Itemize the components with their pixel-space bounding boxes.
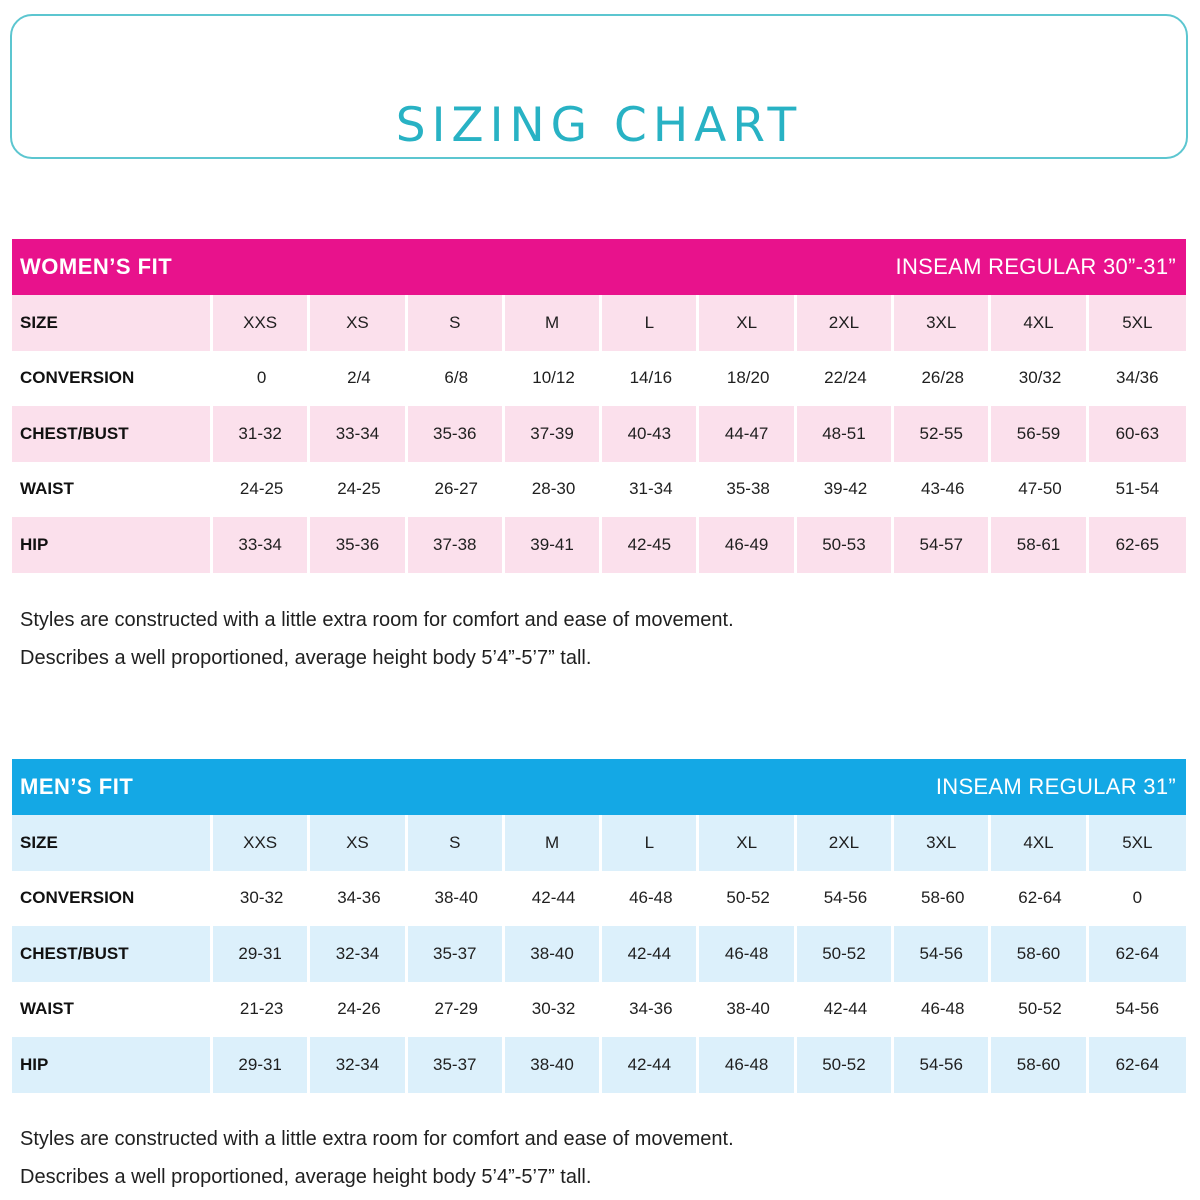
table-cell: 42-44: [602, 1037, 699, 1093]
table-cell: 46-48: [920, 999, 965, 1019]
table-cell: 52-55: [894, 406, 991, 462]
table-cell: 32-34: [310, 1037, 407, 1093]
table-cell: 6/8: [444, 368, 469, 388]
table-cell: 46-48: [699, 1037, 796, 1093]
table-cell: 37-38: [408, 517, 505, 573]
table-cell: 38-40: [505, 926, 602, 982]
table-cell: 35-37: [408, 926, 505, 982]
table-cell: 51-54: [1115, 479, 1160, 499]
table-cell: 37-39: [505, 406, 602, 462]
table-cell: 50-52: [726, 888, 770, 908]
table-cell: 30/32: [1018, 368, 1062, 388]
table-cell: XL: [699, 815, 796, 871]
table-cell: 38-40: [726, 999, 770, 1019]
table-cell: 58-60: [920, 888, 965, 908]
table-cell: 50-53: [797, 517, 894, 573]
table-cell: 54-56: [894, 926, 991, 982]
mens-notes: [20, 1121, 734, 1196]
table-cell: 10/12: [532, 368, 575, 388]
table-cell: 54-57: [894, 517, 991, 573]
row-label: WAIST: [20, 999, 74, 1019]
page-title: SIZING CHART: [395, 98, 803, 153]
table-cell: 33-34: [213, 517, 310, 573]
row-label: HIP: [12, 1037, 213, 1093]
table-cell: M: [505, 295, 602, 351]
womens-size-table: [12, 295, 1186, 573]
table-cell: 62-64: [1018, 888, 1062, 908]
table-cell: 35-38: [726, 479, 770, 499]
table-cell: 30-32: [239, 888, 284, 908]
table-cell: 38-40: [434, 888, 478, 908]
table-cell: M: [505, 815, 602, 871]
mens-note-comfort: Styles are constructed with a little extra room for comfort and ease of movement.: [20, 1128, 734, 1150]
table-cell: 42-44: [602, 926, 699, 982]
table-cell: XXS: [213, 815, 310, 871]
table-cell: 35-36: [310, 517, 407, 573]
table-cell: 29-31: [213, 1037, 310, 1093]
row-label: HIP: [12, 517, 213, 573]
table-cell: 42-45: [602, 517, 699, 573]
table-cell: 54-56: [1115, 999, 1160, 1019]
table-cell: 28-30: [531, 479, 576, 499]
table-cell: XS: [310, 815, 407, 871]
table-cell: 26-27: [434, 479, 478, 499]
table-cell: 60-63: [1089, 406, 1186, 462]
table-cell: 2XL: [797, 815, 894, 871]
table-cell: 58-60: [991, 926, 1088, 982]
row-label: SIZE: [12, 815, 213, 871]
womens-fit-header: [12, 239, 1186, 295]
table-cell: 46-48: [699, 926, 796, 982]
table-cell: 46-49: [699, 517, 796, 573]
table-cell: L: [602, 295, 699, 351]
womens-fit-section: [12, 239, 1186, 573]
table-cell: XS: [310, 295, 407, 351]
table-cell: 33-34: [310, 406, 407, 462]
table-cell: S: [408, 815, 505, 871]
womens-note-comfort: Styles are constructed with a little extra room for comfort and ease of movement.: [20, 609, 734, 631]
womens-note-body: Describes a well proportioned, average height body 5’4”-5’7” tall.: [20, 646, 592, 669]
table-cell: 40-43: [602, 406, 699, 462]
table-cell: 34-36: [629, 999, 673, 1019]
table-cell: XL: [699, 295, 796, 351]
table-cell: 54-56: [823, 888, 868, 908]
table-cell: 35-36: [408, 406, 505, 462]
table-cell: 24-25: [337, 479, 381, 499]
table-cell: 54-56: [894, 1037, 991, 1093]
table-cell: 35-37: [408, 1037, 505, 1093]
table-cell: S: [408, 295, 505, 351]
table-cell: 3XL: [894, 295, 991, 351]
table-cell: 4XL: [991, 815, 1088, 871]
table-cell: 48-51: [797, 406, 894, 462]
table-cell: 2/4: [347, 368, 371, 388]
mens-fit-section: [12, 759, 1186, 1093]
table-cell: 24-26: [337, 999, 381, 1019]
table-cell: 0: [256, 368, 267, 388]
table-cell: L: [602, 815, 699, 871]
table-cell: 22/24: [824, 368, 867, 388]
table-cell: 38-40: [505, 1037, 602, 1093]
table-cell: 14/16: [629, 368, 673, 388]
row-label: CONVERSION: [20, 368, 135, 388]
table-cell: 34-36: [337, 888, 381, 908]
table-cell: 30-32: [531, 999, 576, 1019]
table-cell: 21-23: [239, 999, 284, 1019]
table-cell: 44-47: [699, 406, 796, 462]
row-label: CHEST/BUST: [12, 926, 213, 982]
table-cell: 43-46: [920, 479, 965, 499]
row-label: CHEST/BUST: [12, 406, 213, 462]
table-cell: 62-64: [1089, 926, 1186, 982]
table-cell: 62-64: [1089, 1037, 1186, 1093]
mens-fit-title: MEN’S FIT: [20, 774, 134, 799]
table-cell: 26/28: [921, 368, 964, 388]
table-cell: 18/20: [726, 368, 770, 388]
table-cell: 39-41: [505, 517, 602, 573]
row-label: SIZE: [12, 295, 213, 351]
table-cell: 42-44: [531, 888, 576, 908]
table-cell: 31-34: [629, 479, 673, 499]
table-cell: 4XL: [991, 295, 1088, 351]
table-cell: 58-60: [991, 1037, 1088, 1093]
womens-notes: [20, 602, 734, 677]
table-cell: 58-61: [991, 517, 1088, 573]
mens-note-body: Describes a well proportioned, average height body 5’4”-5’7” tall.: [20, 1165, 592, 1188]
table-cell: XXS: [213, 295, 310, 351]
table-cell: 46-48: [629, 888, 673, 908]
table-cell: 32-34: [310, 926, 407, 982]
table-cell: 5XL: [1089, 815, 1186, 871]
table-cell: 47-50: [1018, 479, 1062, 499]
table-cell: 29-31: [213, 926, 310, 982]
table-cell: 34/36: [1116, 368, 1159, 388]
table-cell: 0: [1132, 888, 1143, 908]
table-cell: 24-25: [239, 479, 284, 499]
table-cell: 50-52: [797, 926, 894, 982]
womens-fit-title: WOMEN’S FIT: [20, 254, 173, 279]
row-label: WAIST: [20, 479, 74, 499]
table-cell: 27-29: [434, 999, 478, 1019]
table-cell: 5XL: [1089, 295, 1186, 351]
mens-fit-header: [12, 759, 1186, 815]
table-cell: 39-42: [823, 479, 868, 499]
mens-inseam-label: INSEAM REGULAR 31”: [935, 774, 1176, 799]
table-cell: 56-59: [991, 406, 1088, 462]
table-cell: 50-52: [797, 1037, 894, 1093]
table-cell: 50-52: [1018, 999, 1062, 1019]
table-cell: 2XL: [797, 295, 894, 351]
table-cell: 42-44: [823, 999, 868, 1019]
row-label: CONVERSION: [20, 888, 135, 908]
table-cell: 62-65: [1089, 517, 1186, 573]
title-box: [10, 14, 1188, 159]
mens-size-table: [12, 815, 1186, 1093]
womens-inseam-label: INSEAM REGULAR 30”-31”: [895, 254, 1176, 279]
table-cell: 3XL: [894, 815, 991, 871]
table-cell: 31-32: [213, 406, 310, 462]
